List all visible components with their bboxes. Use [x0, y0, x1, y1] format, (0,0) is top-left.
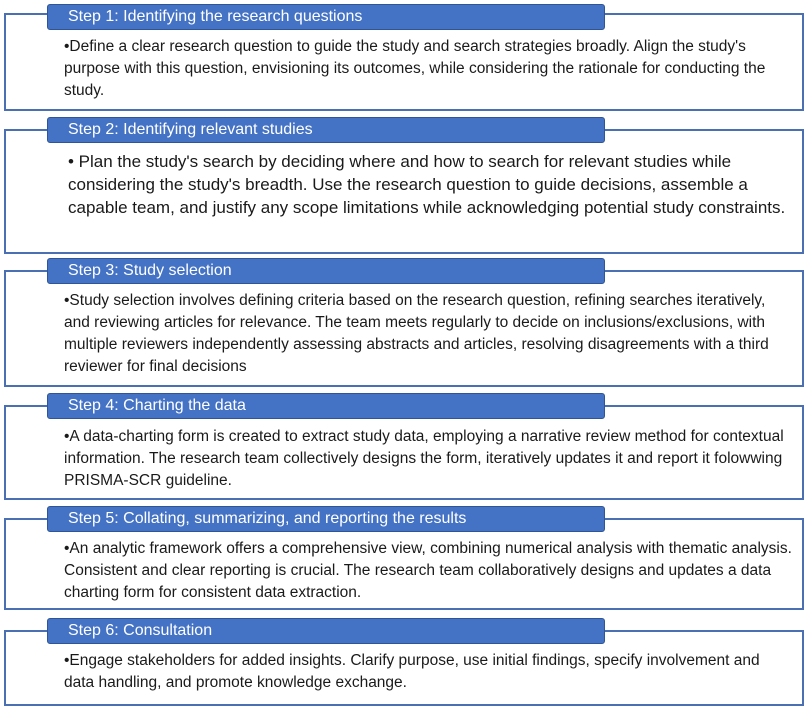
step-1-text: •Define a clear research question to guide the study and search strategies broadly. Align the study's purpose with this question, envisioning its outcomes, while considering the rationale for conducting the study. [64, 38, 766, 99]
step-6-header: Step 6: Consultation [47, 618, 605, 644]
step-3-text: •Study selection involves defining criteria based on the research question, refining searches iteratively, and reviewing articles for relevance. The team meets regularly to decide on inclusions/exclusions, with multiple reviewers independently assessing abstracts and articles, resolving disagreements with a third reviewer for final decisions [64, 292, 769, 375]
step-3-header: Step 3: Study selection [47, 258, 605, 284]
step-5-header: Step 5: Collating, summarizing, and reporting the results [47, 506, 605, 532]
step-6-text: •Engage stakeholders for added insights. Clarify purpose, use initial findings, specify involvement and data handling, and promote knowledge exchange. [64, 652, 760, 691]
step-5-text: •An analytic framework offers a comprehensive view, combining numerical analysis with thematic analysis. Consistent and clear reporting is crucial. The research team collaboratively designs and updates a data charting form for consistent data extraction. [64, 540, 792, 601]
step-2-header: Step 2: Identifying relevant studies [47, 117, 605, 143]
step-4-header: Step 4: Charting the data [47, 393, 605, 419]
step-4-text: •A data-charting form is created to extract study data, employing a narrative review method for contextual information. The research team collectively designs the form, iteratively updates it and report it folowwing PRISMA-SCR guideline. [64, 428, 784, 489]
step-1-header: Step 1: Identifying the research questions [47, 4, 605, 30]
step-2-text: • Plan the study's search by deciding where and how to search for relevant studies while considering the study's breadth. Use the research question to guide decisions, assemble a capable team, and justify any scope limitations while acknowledging potential study constraints. [68, 152, 786, 217]
